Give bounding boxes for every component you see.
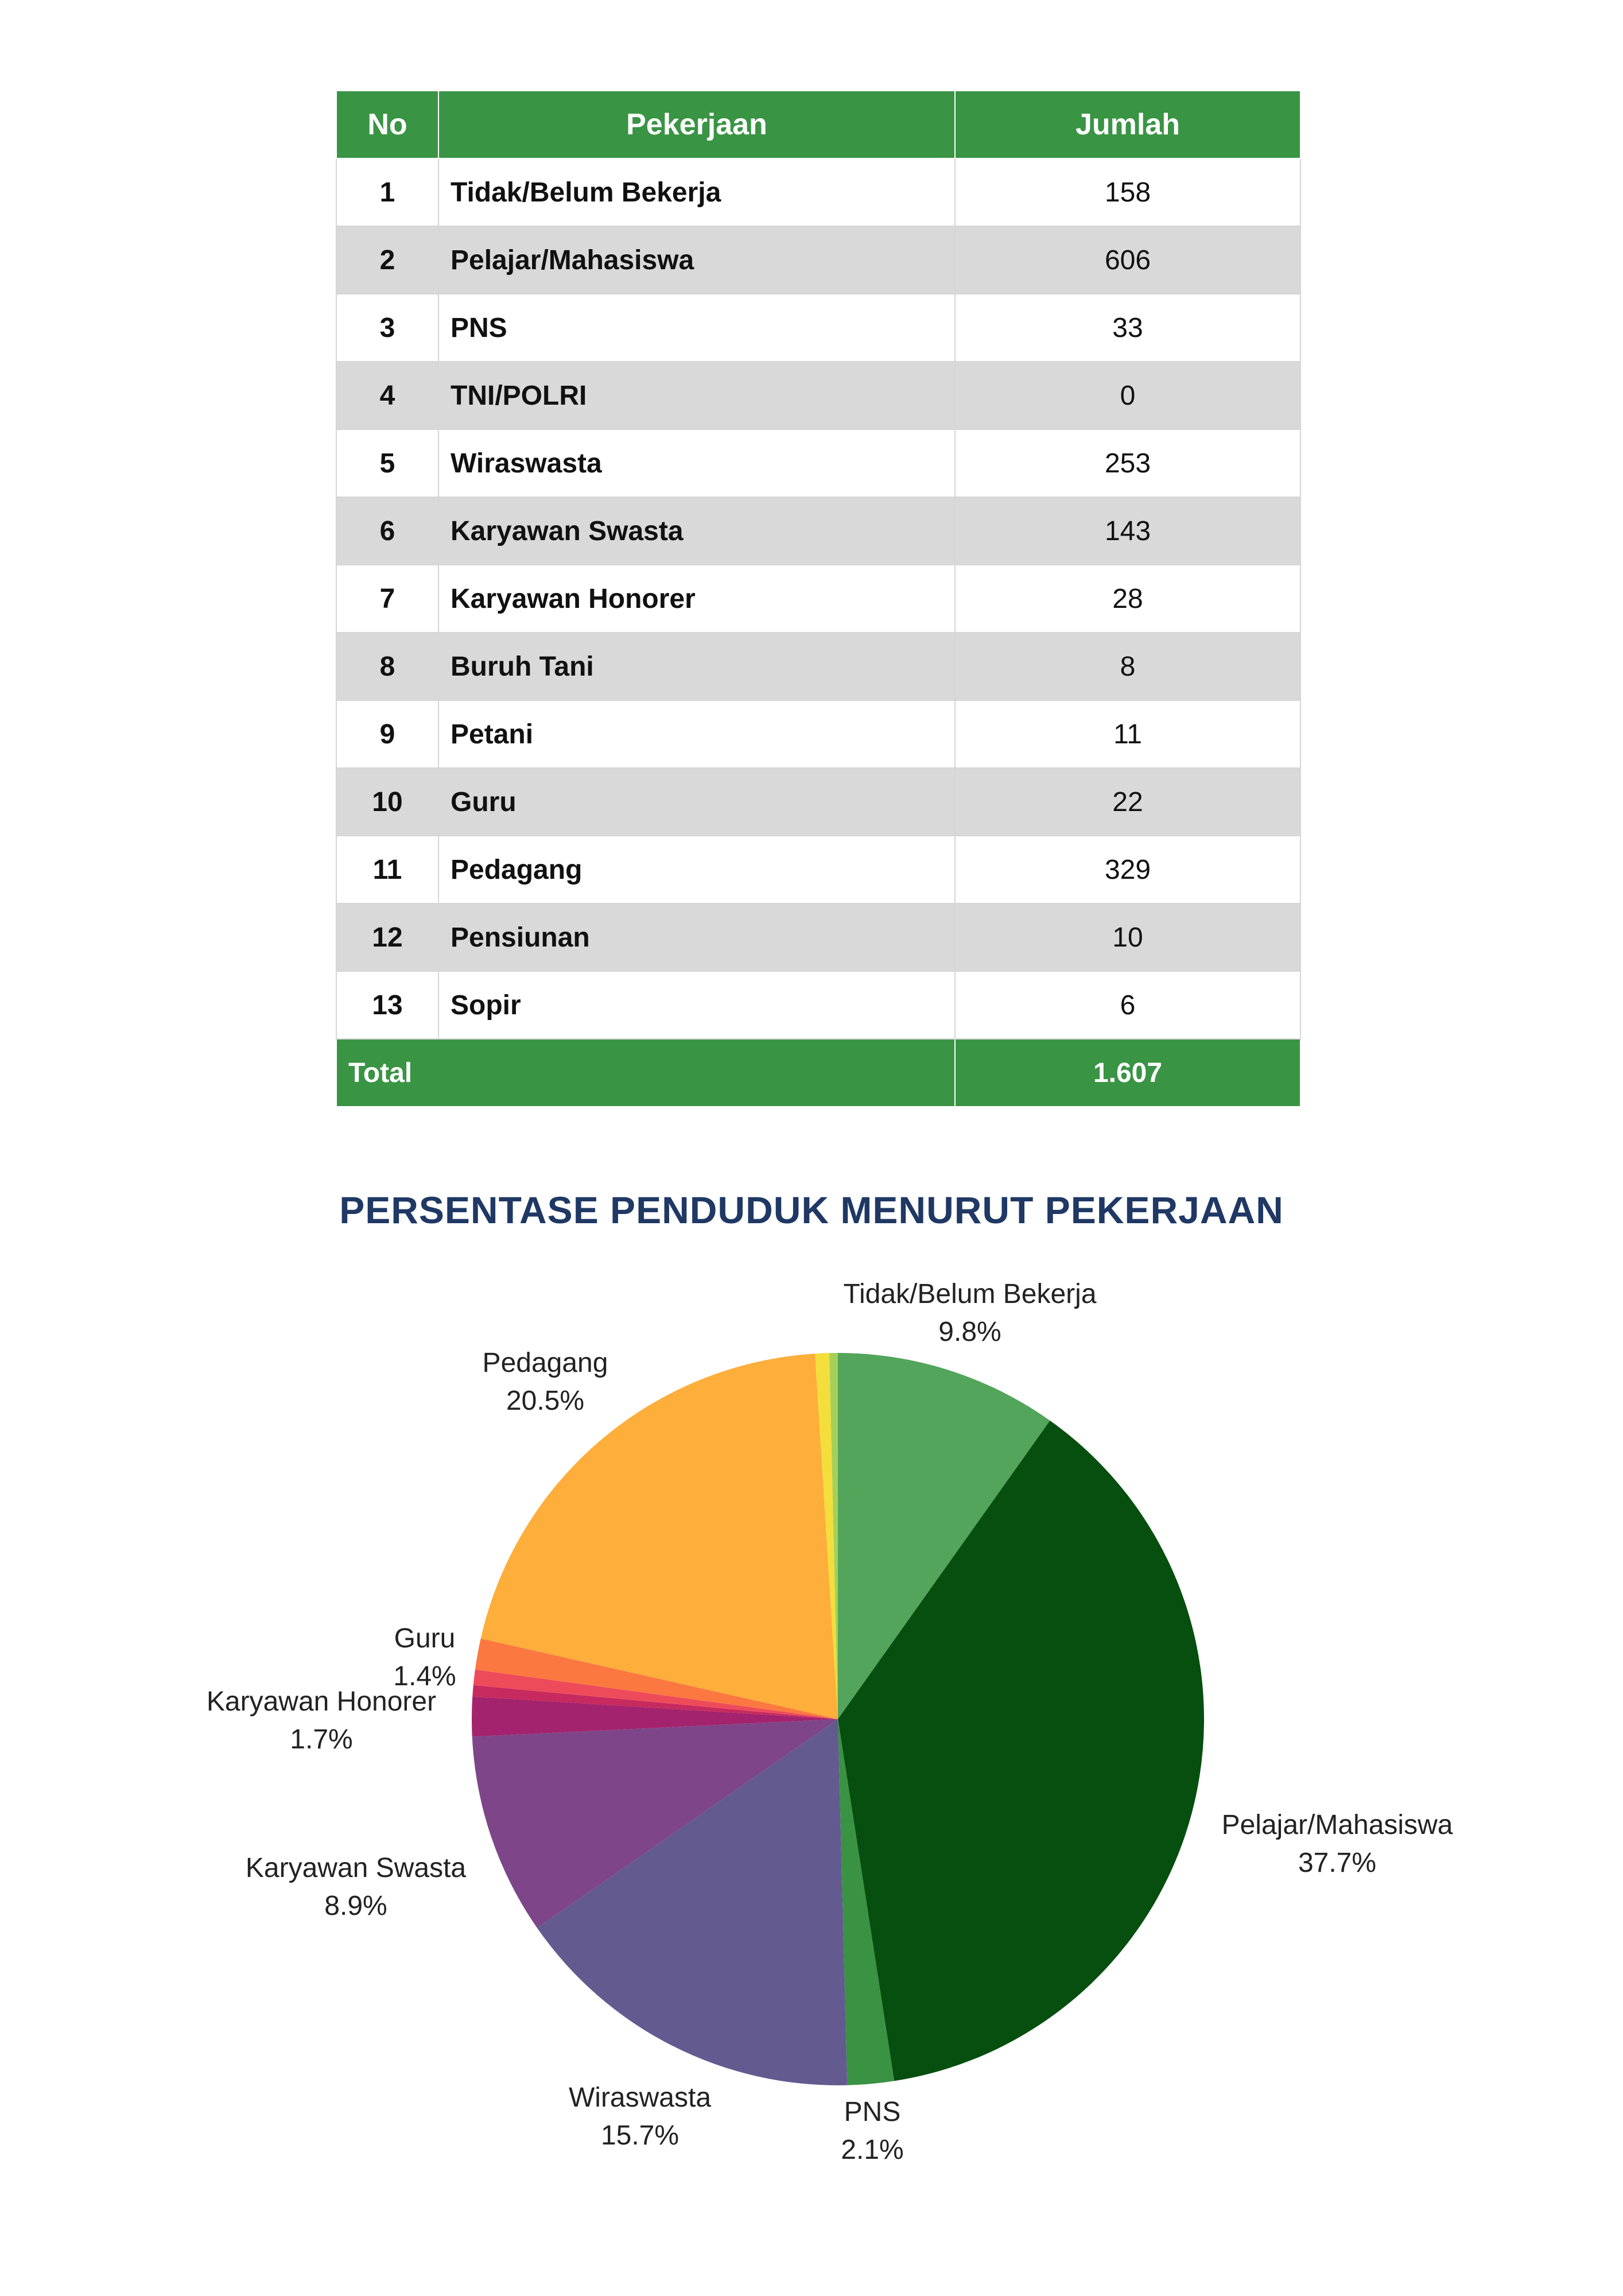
row-number-cell: 5: [336, 429, 438, 497]
slice-percent: 1.4%: [393, 1661, 456, 1692]
row-number-cell: 7: [336, 565, 438, 633]
row-number-cell: 2: [336, 226, 438, 294]
row-occupation-cell: Wiraswasta: [438, 429, 955, 497]
row-count-cell: 158: [955, 158, 1300, 226]
row-occupation-cell: PNS: [438, 294, 955, 362]
row-count-cell: 8: [955, 633, 1300, 700]
slice-label: Karyawan Honorer: [206, 1686, 437, 1717]
slice-label: Wiraswasta: [568, 2082, 712, 2113]
chart-title: PERSENTASE PENDUDUK MENURUT PEKERJAAN: [339, 1189, 1284, 1231]
row-number-cell: 1: [336, 158, 438, 226]
row-occupation-cell: Karyawan Swasta: [438, 497, 955, 565]
row-number-cell: 9: [336, 700, 438, 768]
slice-percent: 1.7%: [290, 1724, 353, 1755]
row-count-cell: 253: [955, 429, 1300, 497]
row-number-cell: 10: [336, 768, 438, 836]
slice-percent: 20.5%: [506, 1386, 585, 1416]
header-jumlah: Jumlah: [955, 91, 1300, 158]
row-count-cell: 606: [955, 226, 1300, 294]
header-pekerjaan: Pekerjaan: [438, 91, 955, 158]
total-label: Total: [336, 1039, 955, 1107]
slice-percent: 37.7%: [1298, 1848, 1377, 1878]
row-count-cell: 6: [955, 971, 1300, 1039]
row-occupation-cell: Sopir: [438, 971, 955, 1039]
row-number-cell: 4: [336, 362, 438, 429]
row-number-cell: 13: [336, 971, 438, 1039]
total-value: 1.607: [955, 1039, 1300, 1107]
row-count-cell: 0: [955, 362, 1300, 429]
slice-percent: 2.1%: [841, 2135, 904, 2165]
row-occupation-cell: Tidak/Belum Bekerja: [438, 158, 955, 226]
slice-label: Karyawan Swasta: [245, 1853, 467, 1883]
row-count-cell: 22: [955, 768, 1300, 836]
slice-percent: 15.7%: [600, 2120, 680, 2151]
slice-label: Pedagang: [482, 1348, 608, 1378]
row-count-cell: 11: [955, 700, 1300, 768]
row-number-cell: 8: [336, 633, 438, 700]
slice-label: Pelajar/Mahasiswa: [1221, 1810, 1453, 1840]
slice-percent: 9.8%: [938, 1317, 1001, 1347]
slice-label: PNS: [844, 2097, 901, 2127]
row-number-cell: 11: [336, 836, 438, 903]
row-occupation-cell: Pedagang: [438, 836, 955, 903]
row-count-cell: 329: [955, 836, 1300, 903]
row-occupation-cell: Pensiunan: [438, 903, 955, 971]
row-occupation-cell: Karyawan Honorer: [438, 565, 955, 633]
row-number-cell: 12: [336, 903, 438, 971]
row-occupation-cell: Petani: [438, 700, 955, 768]
header-no: No: [336, 91, 438, 158]
row-count-cell: 143: [955, 497, 1300, 565]
slice-label: Tidak/Belum Bekerja: [843, 1279, 1097, 1309]
row-count-cell: 33: [955, 294, 1300, 362]
row-occupation-cell: TNI/POLRI: [438, 362, 955, 429]
row-number-cell: 6: [336, 497, 438, 565]
row-number-cell: 3: [336, 294, 438, 362]
row-count-cell: 10: [955, 903, 1300, 971]
row-occupation-cell: Guru: [438, 768, 955, 836]
row-count-cell: 28: [955, 565, 1300, 633]
row-occupation-cell: Buruh Tani: [438, 633, 955, 700]
slice-percent: 8.9%: [324, 1891, 387, 1921]
row-occupation-cell: Pelajar/Mahasiswa: [438, 226, 955, 294]
slice-label: Guru: [394, 1623, 456, 1654]
